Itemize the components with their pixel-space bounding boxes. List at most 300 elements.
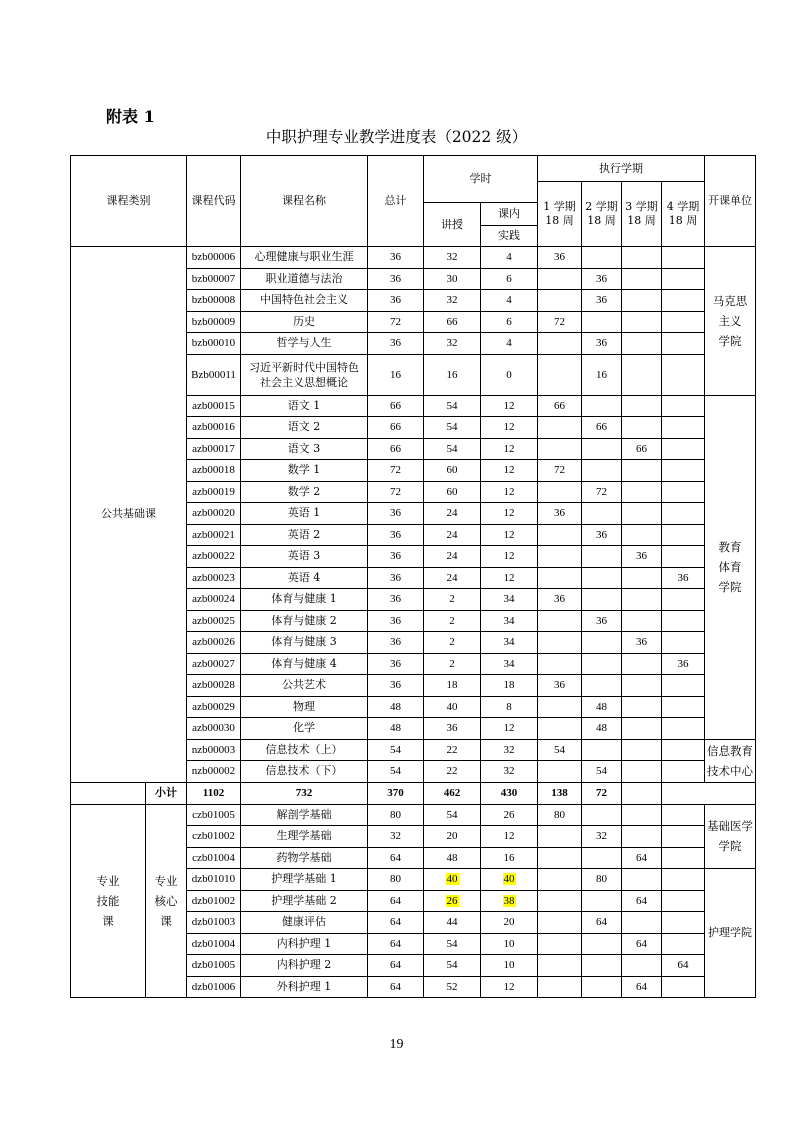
course-s4 xyxy=(662,933,705,955)
course-s2: 36 xyxy=(582,290,622,312)
course-total: 48 xyxy=(368,718,424,740)
course-s1 xyxy=(538,718,582,740)
course-s2 xyxy=(582,653,622,675)
course-name: 英语 2 xyxy=(241,524,368,546)
course-s4 xyxy=(662,268,705,290)
course-s3 xyxy=(622,675,662,697)
course-practice: 0 xyxy=(481,354,538,395)
course-total: 72 xyxy=(368,311,424,333)
course-practice: 12 xyxy=(481,460,538,482)
subtotal-unit-empty xyxy=(622,782,662,804)
table-row xyxy=(71,247,756,269)
course-name: 体育与健康 4 xyxy=(241,653,368,675)
subtotal-practice: 370 xyxy=(368,782,424,804)
course-name: 职业道德与法治 xyxy=(241,268,368,290)
course-s4 xyxy=(662,460,705,482)
course-s1 xyxy=(538,890,582,912)
course-code: azb00024 xyxy=(187,589,241,611)
unit-basic-medicine-college: 基础医学 学院 xyxy=(705,804,756,869)
course-s4 xyxy=(662,847,705,869)
course-lecture: 2 xyxy=(424,653,481,675)
course-s1 xyxy=(538,653,582,675)
course-total: 64 xyxy=(368,976,424,998)
course-lecture: 22 xyxy=(424,739,481,761)
course-s2 xyxy=(582,567,622,589)
course-s3: 64 xyxy=(622,976,662,998)
course-s4 xyxy=(662,395,705,417)
course-lecture: 20 xyxy=(424,826,481,848)
course-s4 xyxy=(662,761,705,783)
course-s1: 36 xyxy=(538,503,582,525)
course-total: 36 xyxy=(368,247,424,269)
course-practice xyxy=(481,890,538,912)
course-s3 xyxy=(622,804,662,826)
course-s1 xyxy=(538,976,582,998)
subtotal-row xyxy=(71,782,756,804)
course-s1: 72 xyxy=(538,460,582,482)
course-total: 66 xyxy=(368,417,424,439)
course-s2 xyxy=(582,675,622,697)
course-s3: 66 xyxy=(622,438,662,460)
course-s3 xyxy=(622,417,662,439)
course-s3 xyxy=(622,761,662,783)
course-s4 xyxy=(662,696,705,718)
header-exec-semester: 执行学期 xyxy=(538,156,705,182)
course-s3 xyxy=(622,503,662,525)
course-lecture: 32 xyxy=(424,333,481,355)
course-code: bzb00007 xyxy=(187,268,241,290)
course-code: dzb01004 xyxy=(187,933,241,955)
header-semester-4: 4 学期 18 周 xyxy=(662,182,705,247)
course-lecture: 54 xyxy=(424,417,481,439)
page-title: 中职护理专业教学进度表（2022 级） xyxy=(265,128,528,146)
course-practice: 12 xyxy=(481,567,538,589)
course-s3 xyxy=(622,481,662,503)
course-s2: 36 xyxy=(582,268,622,290)
course-code: azb00022 xyxy=(187,546,241,568)
course-s1 xyxy=(538,761,582,783)
course-s3 xyxy=(622,696,662,718)
course-s1 xyxy=(538,610,582,632)
course-lecture: 16 xyxy=(424,354,481,395)
course-s4 xyxy=(662,438,705,460)
course-total: 72 xyxy=(368,481,424,503)
category-professional-core: 专业 核心 课 xyxy=(146,804,187,998)
course-s2 xyxy=(582,955,622,977)
course-s3 xyxy=(622,567,662,589)
course-code: dzb01006 xyxy=(187,976,241,998)
header-semester-1: 1 学期 18 周 xyxy=(538,182,582,247)
highlighted-value: 26 xyxy=(446,894,458,907)
course-code: czb01004 xyxy=(187,847,241,869)
course-name: 内科护理 2 xyxy=(241,955,368,977)
course-lecture: 2 xyxy=(424,632,481,654)
course-s4 xyxy=(662,804,705,826)
course-practice: 34 xyxy=(481,610,538,632)
course-s3 xyxy=(622,955,662,977)
subtotal-total: 1102 xyxy=(187,782,241,804)
course-s4 xyxy=(662,524,705,546)
course-total: 64 xyxy=(368,912,424,934)
course-s3 xyxy=(622,247,662,269)
course-s3: 64 xyxy=(622,847,662,869)
header-row xyxy=(71,156,756,182)
header-code: 课程代码 xyxy=(187,156,241,247)
course-code: nzb00003 xyxy=(187,739,241,761)
course-s3: 64 xyxy=(622,933,662,955)
course-lecture: 54 xyxy=(424,804,481,826)
course-name: 生理学基础 xyxy=(241,826,368,848)
course-code: azb00023 xyxy=(187,567,241,589)
course-name: 信息技术（上） xyxy=(241,739,368,761)
unit-marxism-college: 马克思 主义 学院 xyxy=(705,247,756,396)
unit-education-sports-college: 教育 体育 学院 xyxy=(705,395,756,739)
course-practice: 12 xyxy=(481,524,538,546)
course-total: 48 xyxy=(368,696,424,718)
course-code: bzb00009 xyxy=(187,311,241,333)
course-practice: 16 xyxy=(481,847,538,869)
course-s2 xyxy=(582,546,622,568)
course-s2 xyxy=(582,247,622,269)
course-s3 xyxy=(622,826,662,848)
header-practice-line1: 课内 xyxy=(481,203,538,226)
course-s2 xyxy=(582,311,622,333)
header-lecture: 讲授 xyxy=(424,203,481,247)
course-code: dzb01003 xyxy=(187,912,241,934)
course-code: azb00015 xyxy=(187,395,241,417)
course-s2 xyxy=(582,847,622,869)
course-practice: 34 xyxy=(481,589,538,611)
course-code: dzb01010 xyxy=(187,869,241,891)
course-total: 36 xyxy=(368,524,424,546)
course-lecture: 18 xyxy=(424,675,481,697)
header-semester-2: 2 学期 18 周 xyxy=(582,182,622,247)
course-practice: 18 xyxy=(481,675,538,697)
course-s3 xyxy=(622,333,662,355)
course-name: 化学 xyxy=(241,718,368,740)
course-total: 36 xyxy=(368,567,424,589)
course-code: nzb00002 xyxy=(187,761,241,783)
course-practice: 12 xyxy=(481,718,538,740)
course-lecture: 32 xyxy=(424,247,481,269)
course-s4 xyxy=(662,546,705,568)
course-lecture: 2 xyxy=(424,610,481,632)
course-total: 16 xyxy=(368,354,424,395)
course-s2: 66 xyxy=(582,417,622,439)
course-name: 历史 xyxy=(241,311,368,333)
course-practice: 4 xyxy=(481,290,538,312)
course-s3: 64 xyxy=(622,890,662,912)
course-s2 xyxy=(582,395,622,417)
highlighted-value: 40 xyxy=(503,873,515,886)
course-code: bzb00010 xyxy=(187,333,241,355)
unit-nursing-college: 护理学院 xyxy=(705,869,756,998)
course-s2: 64 xyxy=(582,912,622,934)
course-lecture: 54 xyxy=(424,395,481,417)
course-s1: 36 xyxy=(538,589,582,611)
course-s4: 64 xyxy=(662,955,705,977)
course-practice: 6 xyxy=(481,268,538,290)
category-professional-skills: 专业 技能 课 xyxy=(71,804,146,998)
course-s4 xyxy=(662,610,705,632)
course-name: 英语 1 xyxy=(241,503,368,525)
course-name: 中国特色社会主义 xyxy=(241,290,368,312)
course-name: 语文 1 xyxy=(241,395,368,417)
course-s1: 36 xyxy=(538,675,582,697)
course-code: azb00018 xyxy=(187,460,241,482)
course-total: 54 xyxy=(368,739,424,761)
table-row xyxy=(71,804,756,826)
course-s1 xyxy=(538,268,582,290)
course-name: 哲学与人生 xyxy=(241,333,368,355)
course-lecture xyxy=(424,890,481,912)
course-practice: 34 xyxy=(481,653,538,675)
course-total: 36 xyxy=(368,589,424,611)
course-s1 xyxy=(538,955,582,977)
course-total: 80 xyxy=(368,869,424,891)
course-name: 英语 3 xyxy=(241,546,368,568)
header-hours: 学时 xyxy=(424,156,538,203)
course-total: 36 xyxy=(368,546,424,568)
subtotal-s4: 72 xyxy=(582,782,622,804)
course-code: dzb01002 xyxy=(187,890,241,912)
subtotal-s2: 430 xyxy=(481,782,538,804)
course-code: azb00016 xyxy=(187,417,241,439)
course-code: azb00021 xyxy=(187,524,241,546)
course-s1 xyxy=(538,933,582,955)
course-total: 36 xyxy=(368,503,424,525)
course-code: bzb00008 xyxy=(187,290,241,312)
header-unit: 开课单位 xyxy=(705,156,756,247)
course-s2: 72 xyxy=(582,481,622,503)
course-lecture: 60 xyxy=(424,481,481,503)
course-s4 xyxy=(662,503,705,525)
subtotal-lecture: 732 xyxy=(241,782,368,804)
course-s3 xyxy=(622,268,662,290)
course-s4 xyxy=(662,739,705,761)
course-code: azb00030 xyxy=(187,718,241,740)
course-code: czb01005 xyxy=(187,804,241,826)
course-lecture xyxy=(424,869,481,891)
course-name: 外科护理 1 xyxy=(241,976,368,998)
course-lecture: 2 xyxy=(424,589,481,611)
course-s1: 72 xyxy=(538,311,582,333)
course-s4 xyxy=(662,718,705,740)
course-practice: 8 xyxy=(481,696,538,718)
course-s1 xyxy=(538,826,582,848)
course-s1 xyxy=(538,290,582,312)
header-total: 总计 xyxy=(368,156,424,247)
header-name: 课程名称 xyxy=(241,156,368,247)
course-s3 xyxy=(622,869,662,891)
course-s1 xyxy=(538,524,582,546)
course-s3 xyxy=(622,311,662,333)
course-s3: 36 xyxy=(622,546,662,568)
course-practice: 10 xyxy=(481,933,538,955)
course-total: 36 xyxy=(368,268,424,290)
course-total: 32 xyxy=(368,826,424,848)
course-lecture: 60 xyxy=(424,460,481,482)
course-practice: 32 xyxy=(481,739,538,761)
course-lecture: 24 xyxy=(424,524,481,546)
course-lecture: 52 xyxy=(424,976,481,998)
course-s3 xyxy=(622,589,662,611)
course-lecture: 24 xyxy=(424,567,481,589)
course-s4 xyxy=(662,826,705,848)
course-lecture: 24 xyxy=(424,546,481,568)
course-practice: 12 xyxy=(481,826,538,848)
course-s4 xyxy=(662,417,705,439)
course-s3 xyxy=(622,718,662,740)
course-lecture: 24 xyxy=(424,503,481,525)
subtotal-label: 小计 xyxy=(146,782,187,804)
course-s2: 36 xyxy=(582,333,622,355)
course-practice: 34 xyxy=(481,632,538,654)
course-s1 xyxy=(538,567,582,589)
course-practice: 26 xyxy=(481,804,538,826)
course-s1: 54 xyxy=(538,739,582,761)
course-s2: 36 xyxy=(582,524,622,546)
course-name: 语文 2 xyxy=(241,417,368,439)
subtotal-s3: 138 xyxy=(538,782,582,804)
course-code: azb00020 xyxy=(187,503,241,525)
course-s2 xyxy=(582,804,622,826)
subtotal-code-empty xyxy=(71,782,146,804)
course-s4 xyxy=(662,247,705,269)
course-practice: 6 xyxy=(481,311,538,333)
course-s3 xyxy=(622,290,662,312)
course-name: 数学 2 xyxy=(241,481,368,503)
course-s2: 54 xyxy=(582,761,622,783)
course-s4 xyxy=(662,290,705,312)
course-s3 xyxy=(622,610,662,632)
course-name: 英语 4 xyxy=(241,567,368,589)
course-s2: 48 xyxy=(582,718,622,740)
course-s1: 66 xyxy=(538,395,582,417)
course-s2 xyxy=(582,632,622,654)
course-name: 体育与健康 1 xyxy=(241,589,368,611)
course-practice: 32 xyxy=(481,761,538,783)
course-s3 xyxy=(622,912,662,934)
course-total: 54 xyxy=(368,761,424,783)
highlighted-value: 40 xyxy=(446,873,458,886)
course-practice: 4 xyxy=(481,333,538,355)
course-lecture: 48 xyxy=(424,847,481,869)
course-practice: 20 xyxy=(481,912,538,934)
course-lecture: 40 xyxy=(424,696,481,718)
course-s1 xyxy=(538,546,582,568)
unit-info-tech-center: 信息教育 技术中心 xyxy=(705,739,756,782)
course-total: 36 xyxy=(368,610,424,632)
course-name: 解剖学基础 xyxy=(241,804,368,826)
course-s3 xyxy=(622,653,662,675)
course-total: 64 xyxy=(368,933,424,955)
course-s2 xyxy=(582,933,622,955)
course-s1 xyxy=(538,847,582,869)
course-name: 体育与健康 2 xyxy=(241,610,368,632)
course-name: 药物学基础 xyxy=(241,847,368,869)
course-s1 xyxy=(538,438,582,460)
course-lecture: 54 xyxy=(424,438,481,460)
course-s1 xyxy=(538,417,582,439)
course-s1 xyxy=(538,696,582,718)
course-name: 语文 3 xyxy=(241,438,368,460)
course-s1: 36 xyxy=(538,247,582,269)
course-code: azb00025 xyxy=(187,610,241,632)
category-public-basic: 公共基础课 xyxy=(71,247,187,783)
course-practice: 12 xyxy=(481,417,538,439)
course-practice: 12 xyxy=(481,481,538,503)
course-name: 信息技术（下） xyxy=(241,761,368,783)
course-s4 xyxy=(662,976,705,998)
header-semester-3: 3 学期 18 周 xyxy=(622,182,662,247)
course-code: azb00019 xyxy=(187,481,241,503)
course-practice: 12 xyxy=(481,503,538,525)
course-lecture: 32 xyxy=(424,290,481,312)
course-s4 xyxy=(662,354,705,395)
course-s4 xyxy=(662,311,705,333)
course-name: 护理学基础 2 xyxy=(241,890,368,912)
course-practice: 12 xyxy=(481,395,538,417)
course-total: 36 xyxy=(368,675,424,697)
course-s2 xyxy=(582,503,622,525)
course-s2: 16 xyxy=(582,354,622,395)
course-name: 护理学基础 1 xyxy=(241,869,368,891)
course-total: 64 xyxy=(368,955,424,977)
course-name: 心理健康与职业生涯 xyxy=(241,247,368,269)
subtotal-s1: 462 xyxy=(424,782,481,804)
course-s4 xyxy=(662,333,705,355)
course-s1 xyxy=(538,333,582,355)
course-name: 数学 1 xyxy=(241,460,368,482)
course-lecture: 54 xyxy=(424,933,481,955)
course-code: Bzb00011 xyxy=(187,354,241,395)
course-practice: 12 xyxy=(481,546,538,568)
teaching-schedule-table xyxy=(70,155,756,998)
course-lecture: 22 xyxy=(424,761,481,783)
course-total: 64 xyxy=(368,847,424,869)
course-practice: 12 xyxy=(481,976,538,998)
course-s2: 32 xyxy=(582,826,622,848)
course-s4: 36 xyxy=(662,653,705,675)
appendix-label: 附表 1 xyxy=(106,107,155,126)
course-code: azb00027 xyxy=(187,653,241,675)
course-total: 36 xyxy=(368,333,424,355)
course-s2 xyxy=(582,890,622,912)
course-s1 xyxy=(538,354,582,395)
course-total: 66 xyxy=(368,438,424,460)
course-code: azb00017 xyxy=(187,438,241,460)
course-s4 xyxy=(662,912,705,934)
course-s4 xyxy=(662,589,705,611)
course-name: 习近平新时代中国特色 社会主义思想概论 xyxy=(241,354,368,395)
course-s4 xyxy=(662,632,705,654)
course-name: 体育与健康 3 xyxy=(241,632,368,654)
course-practice: 10 xyxy=(481,955,538,977)
course-practice: 4 xyxy=(481,247,538,269)
course-s4 xyxy=(662,890,705,912)
course-s3 xyxy=(622,395,662,417)
course-s1 xyxy=(538,632,582,654)
course-s2 xyxy=(582,438,622,460)
header-category: 课程类别 xyxy=(71,156,187,247)
course-s3 xyxy=(622,354,662,395)
course-total: 36 xyxy=(368,632,424,654)
course-s2: 36 xyxy=(582,610,622,632)
course-name: 公共艺术 xyxy=(241,675,368,697)
course-code: dzb01005 xyxy=(187,955,241,977)
course-s1: 80 xyxy=(538,804,582,826)
